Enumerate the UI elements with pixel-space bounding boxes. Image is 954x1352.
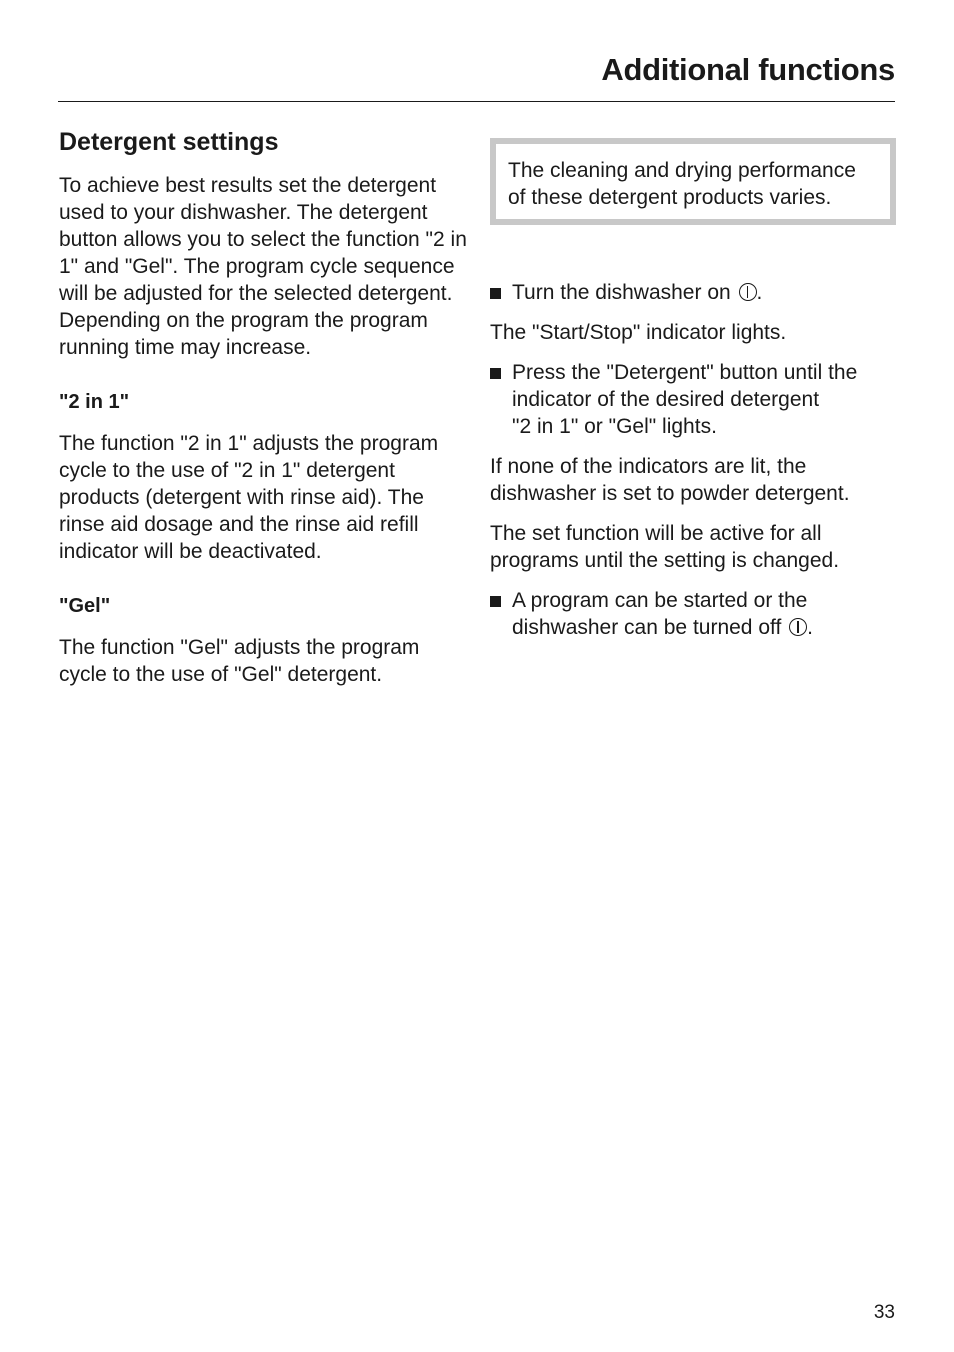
paragraph-gel: The function "Gel" adjusts the program cycle to the use of "Gel" detergent. [59, 636, 420, 686]
square-bullet-icon [490, 587, 512, 607]
right-column [490, 138, 895, 654]
square-bullet-icon [490, 359, 512, 379]
subheading-gel: "Gel" [59, 595, 111, 617]
step-start-or-off [490, 587, 895, 641]
active-function-info: The set function will be active for all programs until the setting is changed. [490, 522, 840, 572]
step-press-detergent [490, 359, 895, 440]
step-start-or-off-text: A program can be started or the dishwasher can be turned off [512, 589, 808, 639]
power-icon [739, 283, 757, 301]
page-number: 33 [873, 1302, 895, 1323]
section-title: Detergent settings [59, 128, 279, 156]
step-press-detergent-line2: "2 in 1" or "Gel" lights. [512, 415, 717, 438]
start-stop-info: The "Start/Stop" indicator lights. [490, 321, 787, 344]
step-turn-on [490, 279, 895, 306]
power-icon [789, 618, 807, 636]
intro-paragraph: To achieve best results set the detergent used to your dishwasher. The detergent button allows you to select the function "2 in 1" and "Gel". The program cycle sequence will be adjusted for the selected detergent. Depending on the program the program running time may increase. [59, 174, 467, 359]
header-divider [58, 101, 895, 102]
subheading-2in1: "2 in 1" [59, 391, 130, 413]
powder-info: If none of the indicators are lit, the dishwasher is set to powder detergent. [490, 455, 850, 505]
left-column [59, 124, 469, 688]
step-turn-on-end: . [756, 281, 763, 304]
square-bullet-icon [490, 279, 512, 299]
step-turn-on-text: Turn the dishwasher on [512, 281, 731, 304]
note-text: The cleaning and drying performance of these detergent products varies. [508, 159, 856, 209]
step-start-or-off-end: . [807, 616, 813, 639]
instructions [490, 279, 895, 641]
paragraph-2in1: The function "2 in 1" adjusts the program cycle to the use of "2 in 1" detergent products (detergent with rinse aid). The rinse aid dosage and the rinse aid refill indicator will be deactivated. [59, 432, 439, 563]
page-header-title: Additional functions [601, 52, 895, 87]
note-box [490, 138, 896, 225]
step-press-detergent-line1: Press the "Detergent" button until the indicator of the desired detergent [512, 361, 858, 411]
